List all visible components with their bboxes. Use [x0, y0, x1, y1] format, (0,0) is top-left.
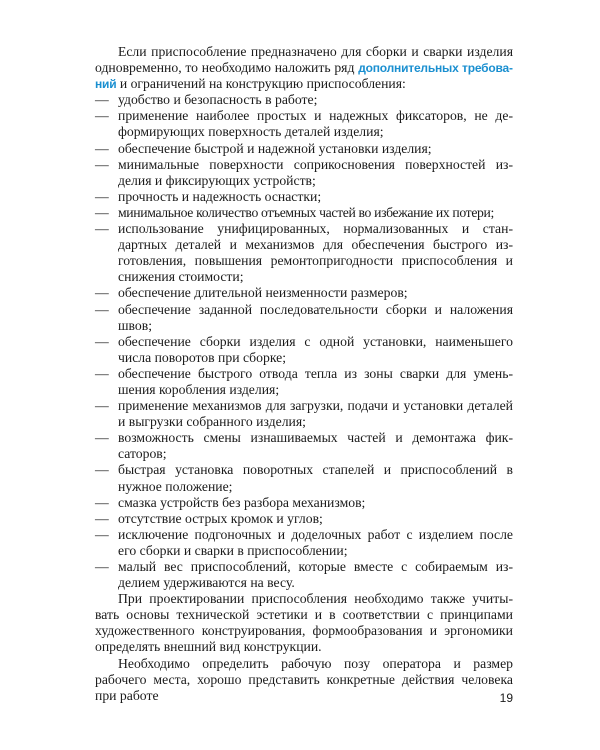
list-dash: — — [95, 204, 109, 220]
design-paragraph: При проектировании приспособления необходимо также учитывать основы технической эстетики и в соответствии с принципами художественного конструирования, формообразования и эргономики определять внешний вид конструкции. — [95, 591, 513, 655]
list-dash: — — [95, 221, 109, 237]
list-item — [95, 398, 513, 430]
page-number: 19 — [499, 691, 513, 705]
intro-text-after: и ограничений на конструкцию приспособления: — [116, 76, 406, 92]
list-item-text: обеспечение заданной последовательности сборки и наложения швов; — [118, 301, 513, 333]
list-item-text: малый вес приспособлений, которые вместе с собираемым изделием удерживаются на весу. — [118, 559, 513, 591]
list-dash: — — [95, 156, 109, 172]
list-dash: — — [95, 494, 109, 510]
list-item-text: минимальные поверхности соприкосновения поверхностей изделия и фиксирующих устройств; — [118, 156, 513, 188]
list-item — [95, 221, 513, 285]
list-item-text: исключение подгоночных и доделочных работ с изделием после его сборки и сварки в приспособлении; — [118, 526, 513, 558]
list-item-text: минимальное количество отъемных частей во избежание их потери; — [118, 204, 494, 220]
list-item — [95, 141, 513, 157]
list-item — [95, 157, 513, 189]
list-item-text: применение механизмов для загрузки, подачи и установки деталей и выгрузки собранного изделия; — [118, 398, 513, 430]
list-dash: — — [95, 398, 109, 414]
list-item — [95, 205, 513, 221]
list-item-text: использование унифицированных, нормализованных и стандартных деталей и механизмов для обеспечения быстрого изготовления, повышения ремонтопригодности приспособления и снижения стоимости; — [118, 221, 513, 285]
workplace-paragraph: Необходимо определить рабочую позу оператора и размер рабочего места, хорошо представить конкретные действия человека при работе — [95, 655, 513, 703]
list-dash: — — [95, 140, 109, 156]
list-dash: — — [95, 333, 109, 349]
list-dash: — — [95, 301, 109, 317]
list-dash: — — [95, 285, 109, 301]
list-item — [95, 302, 513, 334]
list-item-text: отсутствие острых кромок и углов; — [118, 510, 323, 526]
list-item-text: удобство и безопасность в работе; — [118, 92, 318, 108]
intro-text-before: Если приспособление предназначено для сборки и сварки изделия одновременно, то необходимо наложить ряд — [95, 44, 513, 76]
requirements-list — [95, 92, 513, 591]
list-item — [95, 366, 513, 398]
list-item — [95, 527, 513, 559]
list-item-text: смазка устройств без разбора механизмов; — [118, 494, 366, 510]
list-dash: — — [95, 526, 109, 542]
list-item — [95, 92, 513, 108]
list-dash: — — [95, 559, 109, 574]
list-item — [95, 189, 513, 205]
list-item — [95, 511, 513, 527]
page-body — [95, 44, 513, 704]
list-item — [95, 108, 513, 140]
list-dash: — — [95, 92, 109, 108]
list-dash: — — [95, 510, 109, 526]
list-item-text: быстрая установка поворотных стапелей и приспособлений в нужное положение; — [118, 462, 513, 494]
list-item — [95, 462, 513, 494]
list-item-text: возможность смены изнашиваемых частей и демонтажа фиксаторов; — [118, 430, 513, 462]
list-dash: — — [95, 462, 109, 478]
highlighted-term: дополнительных требований — [95, 61, 513, 92]
list-item — [95, 285, 513, 301]
list-item-text: обеспечение быстрой и надежной установки изделия; — [118, 140, 432, 156]
intro-paragraph — [95, 44, 513, 92]
list-item — [95, 334, 513, 366]
list-item — [95, 559, 513, 591]
list-item-text: обеспечение длительной неизменности размеров; — [118, 285, 408, 301]
list-dash: — — [95, 108, 109, 124]
list-dash: — — [95, 430, 109, 446]
list-item-text: обеспечение быстрого отвода тепла из зоны сварки для уменьшения коробления изделия; — [118, 365, 513, 397]
list-item-text: прочность и надежность оснастки; — [118, 188, 322, 204]
list-dash: — — [95, 365, 109, 381]
list-item-text: применение наиболее простых и надежных фиксаторов, не деформирующих поверхность деталей изделия; — [118, 108, 513, 140]
list-dash: — — [95, 188, 109, 204]
list-item — [95, 495, 513, 511]
list-item — [95, 430, 513, 462]
list-item-text: обеспечение сборки изделия с одной установки, наименьшего числа поворотов при сборке; — [118, 333, 513, 365]
